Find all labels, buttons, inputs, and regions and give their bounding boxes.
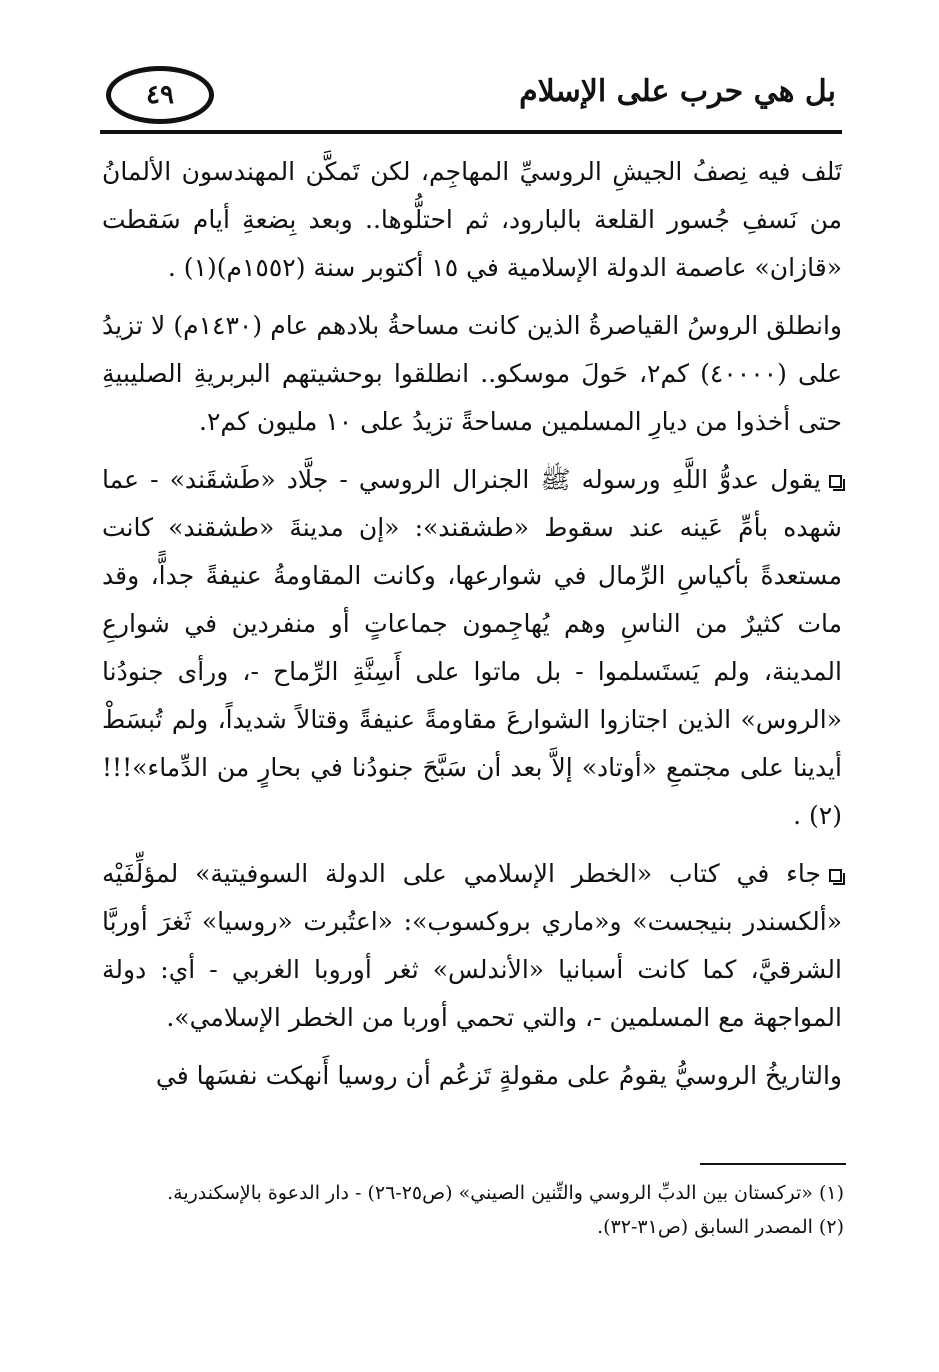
paragraph-3 [102, 456, 842, 840]
paragraph-5 [102, 1052, 842, 1100]
footnote-1: (١) «تركستان بين الدبِّ الروسي والتِّنين الصيني» (ص٢٥-٢٦) - دار الدعوة بالإسكندرية. [167, 1182, 844, 1204]
body-text [102, 148, 842, 1110]
paragraph-text: والتاريخُ الروسيُّ يقومُ على مقولةٍ تَزعُم أن روسيا أَنهكت نفسَها في [155, 1061, 842, 1090]
page-number-badge [106, 66, 214, 124]
footnote-2: (٢) المصدر السابق (ص٣١-٣٢). [597, 1216, 844, 1238]
paragraph-1 [102, 148, 842, 292]
square-bullet-icon [829, 475, 842, 488]
square-bullet-icon [829, 869, 842, 882]
paragraph-4 [102, 850, 842, 1042]
page-header [100, 62, 842, 134]
paragraph-text: تَلف فيه نِصفُ الجيشِ الروسيِّ المهاجِم، لكن تَمكَّن المهندسون الألمانُ من نَسفِ جُسور القلعة بالبارود، ثم احتلُّوها.. وبعد بِضعةِ أيام سَقطت «قازان» عاصمة الدولة الإسلامية في ١٥ أكتوبر سنة (١٥٥٢م)(١) . [102, 157, 842, 282]
paragraph-2 [102, 302, 842, 446]
footnotes [120, 1176, 844, 1244]
paragraph-text: جاء في كتاب «الخطر الإسلامي على الدولة السوفيتية» لمؤلِّفَيْه «ألكسندر بنيجست» و«ماري بروكسوب»: «اعتُبرت «روسيا» ثَغرَ أوربَّا الشرقيَّ، كما كانت أسبانيا «الأندلس» ثغر أوروبا الغربي - أي: دولة المواجهة مع المسلمين -، والتي تحمي أوربا من الخطر الإسلامي». [102, 859, 842, 1032]
page-number: ٤٩ [146, 80, 174, 110]
running-title: بل هي حرب على الإسلام [519, 74, 836, 109]
footnote-rule [700, 1163, 846, 1165]
header-rule [100, 130, 842, 134]
paragraph-text: يقول عدوُّ اللَّهِ ورسوله ﷺ الجنرال الروسي - جلَّاد «طَشقَند» - عما شهده بأمِّ عَينه عند سقوط «طشقند»: «إن مدينةَ «طشقند» كانت مستعدةً بأكياسِ الرِّمال في شوارعها، وكانت المقاومةُ عنيفةً جداًّ، وقد مات كثيرٌ من الناسِ وهم يُهاجِمون جماعاتٍ أو منفردين في شوارعِ المدينة، ولم يَستَسلموا - بل ماتوا على أَسِنَّةِ الرِّماح -، ورأى جنودُنا «الروس» الذين اجتازوا الشوارعَ مقاومةً عنيفةً وقتالاً شديداً، ولم تُبسَطْ أيدينا على مجتمعِ «أوتاد» إلاَّ بعد أن سَبَّحَ جنودُنا في بحارٍ من الدِّماء»!!!(٢) . [102, 465, 842, 830]
paragraph-text: وانطلق الروسُ القياصرةُ الذين كانت مساحةُ بلادهم عام (١٤٣٠م) لا تزيدُ على (٤٠٠٠٠) كم٢، حَولَ موسكو.. انطلقوا بوحشيتهم البربريةِ الصليبيةِ حتى أخذوا من ديارِ المسلمين مساحةً تزيدُ على ١٠ مليون كم٢. [102, 311, 843, 436]
